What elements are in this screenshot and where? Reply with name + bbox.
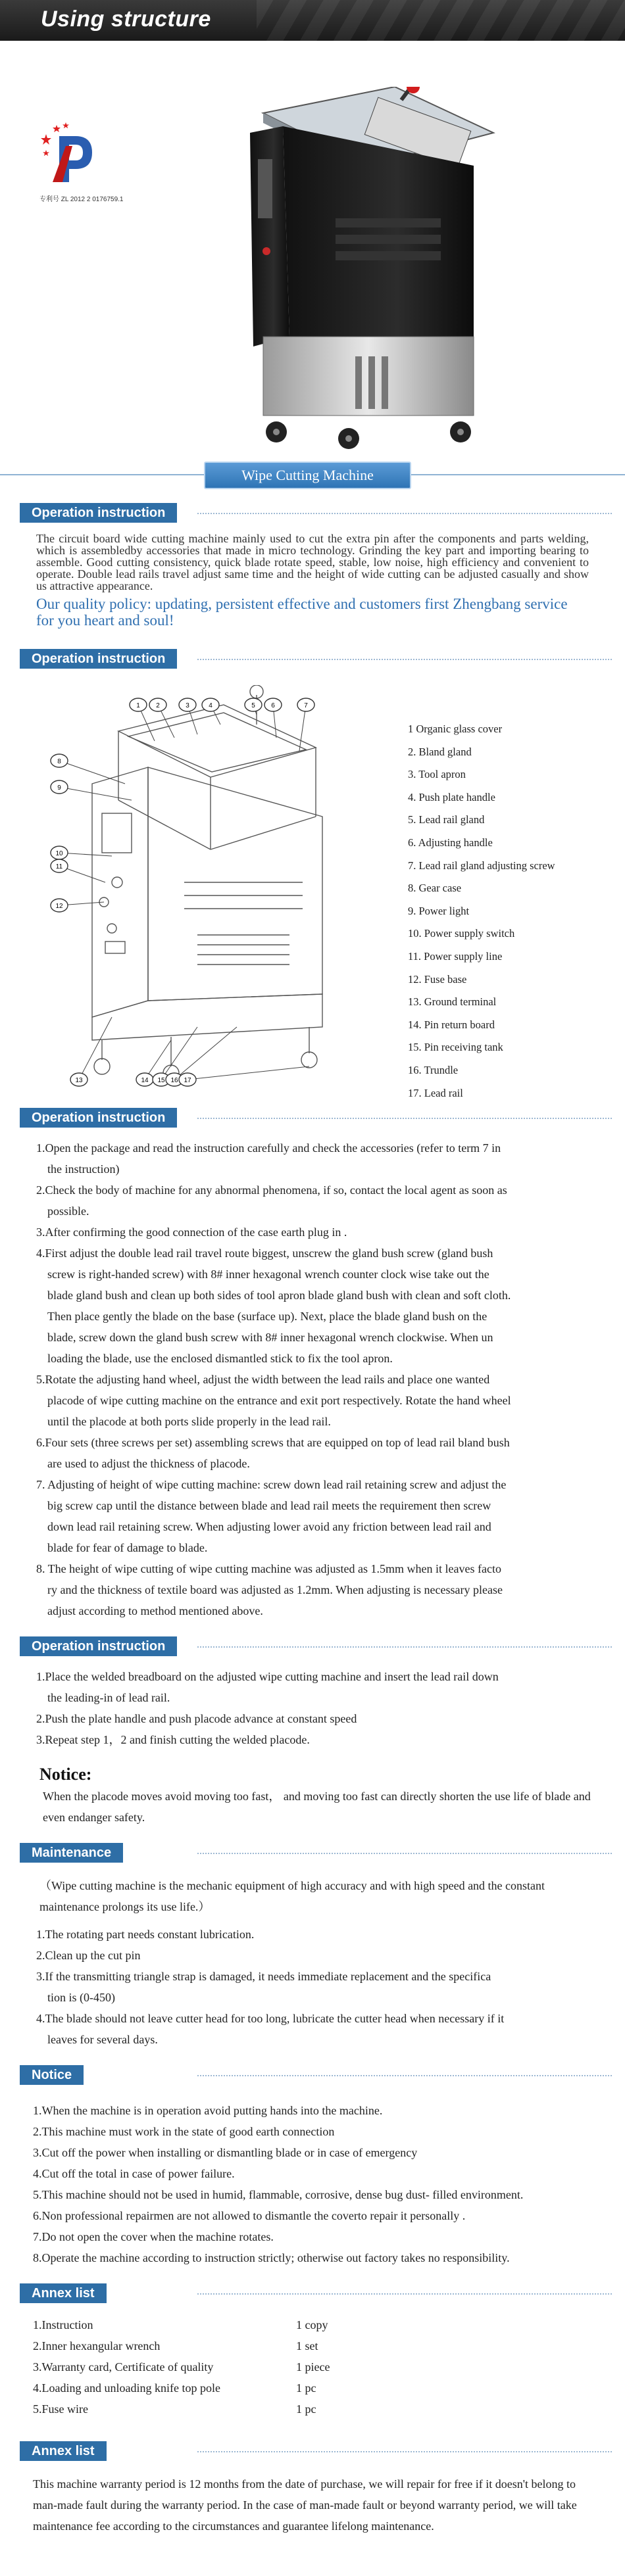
step-item [36, 1222, 592, 1243]
step-text: The height of wipe cutting of wipe cutting machine was adjusted as 1.5mm when it leaves facto [45, 1562, 501, 1575]
section-divider [197, 1118, 612, 1119]
parts-list-item: 11. Power supply line [408, 949, 503, 963]
section-divider [197, 1646, 612, 1648]
step-text: After confirming the good connection of the case earth plug in . [45, 1226, 347, 1239]
step-item [36, 1666, 592, 1708]
step-continuation: screw is right-handed screw) with 8# inner hexagonal wrench counter clock wise take out the [47, 1268, 489, 1281]
step-number: 2. [36, 1183, 45, 1197]
section-tag: Annex list [20, 2441, 107, 2461]
annex-item: 3.Warranty card, Certificate of quality [33, 2360, 214, 2373]
section-tag: Maintenance [20, 1843, 123, 1863]
section-header-operation [0, 1105, 625, 1131]
product-hero [0, 41, 625, 455]
annex-table [0, 2306, 625, 2433]
step-continuation: Then place gently the blade on the base (surface up). Next, place the blade gland bush on the [47, 1310, 488, 1323]
section-tag: Operation instruction [20, 649, 177, 669]
step-continuation: until the placode at both ports slide properly in the lead rail. [47, 1415, 331, 1428]
step-item [36, 1945, 592, 1966]
step-number: 1. [36, 1670, 45, 1683]
step-text: Adjusting of height of wipe cutting machine: screw down lead rail retaining screw and adjust the [45, 1478, 507, 1491]
callout-number: 14 [141, 1077, 149, 1084]
callout-marker [51, 846, 68, 859]
step-number: 3. [36, 1733, 45, 1746]
machine-line-drawing [39, 685, 395, 1093]
callout-marker [136, 1073, 153, 1086]
callout-number: 8 [57, 758, 61, 765]
intro-text: The circuit board wide cutting machine mainly used to cut the extra pin after the components and parts welding, which is assembledby accessories that made in micro technology. Grinding the key part and importing bearing to assemble. Good cutting consistency, quick blade rotate speed, stable, low noise, high efficiency and convenient to operate. Double lead rails travel adjust same time and the height of wide cutting can be adjusted casually and show us attractive appearance. [36, 532, 589, 592]
notice-item: 2.This machine must work in the state of good earth connection [33, 2125, 335, 2138]
step-number: 4. [36, 2012, 45, 2025]
step-item [36, 1558, 592, 1621]
step-text: Four sets (three screws per set) assembling screws that are equipped on top of lead rail bland bush [45, 1436, 510, 1449]
parts-list-item: 1 Organic glass cover [408, 723, 503, 735]
callout-number: 12 [55, 903, 63, 910]
section-header-annex [0, 2280, 625, 2306]
callout-marker [70, 1073, 88, 1086]
usage-steps-list [0, 1659, 625, 1757]
callout-marker [149, 698, 166, 711]
annex-item: 2.Inner hexangular wrench [33, 2339, 161, 2352]
quality-motto: Our quality policy: updating, persistent effective and customers first Zhengbang service for you heart and soul! [36, 596, 568, 629]
header-banner [0, 0, 625, 41]
maintenance-intro: （Wipe cutting machine is the mechanic equipment of high accuracy and with high speed and the constant maintenance prolongs its use life.） [39, 1879, 545, 1913]
step-item [36, 1432, 592, 1474]
notice-item: 7.Do not open the cover when the machine rotates. [33, 2230, 274, 2243]
notice-item: 4.Cut off the total in case of power failure. [33, 2167, 235, 2180]
banner-stripes [257, 0, 625, 41]
step-continuation: leaves for several days. [47, 2033, 158, 2046]
parts-list-item: 12. Fuse base [408, 972, 467, 986]
step-text: Open the package and read the instruction carefully and check the accessories (refer to term 7 in [45, 1141, 501, 1155]
annex-qty: 1 pc [296, 2402, 316, 2416]
annex-qty: 1 copy [296, 2318, 328, 2331]
step-item [36, 1966, 592, 2008]
step-text: Rotate the adjusting hand wheel, adjust the width between the lead rails and place one wanted [45, 1373, 490, 1386]
step-text: The blade should not leave cutter head for too long, lubricate the cutter head when necessary if it [45, 2012, 505, 2025]
step-number: 6. [36, 1436, 45, 1449]
step-number: 2. [36, 1949, 45, 1962]
section-tag: Operation instruction [20, 1108, 177, 1128]
step-continuation: down lead rail retaining screw. When adjusting lower avoid any friction between lead rail and [47, 1520, 491, 1533]
parts-list-item: 9. Power light [408, 904, 470, 917]
section-header-usage [0, 1633, 625, 1659]
section-header-structure [0, 646, 625, 672]
annex-item: 5.Fuse wire [33, 2402, 88, 2416]
parts-list-item: 10. Power supply switch [408, 927, 515, 940]
parts-list-item: 7. Lead rail gland adjusting screw [408, 859, 555, 872]
company-logo [39, 120, 99, 185]
step-text: If the transmitting triangle strap is damaged, it needs immediate replacement and the specifica [45, 1970, 491, 1983]
notice-item: 5.This machine should not be used in humid, flammable, corrosive, dense bug dust- filled environment. [33, 2188, 524, 2201]
parts-list-item: 2. Bland gland [408, 745, 472, 758]
page-title: Using structure [41, 7, 211, 32]
callout-number: 11 [55, 863, 63, 871]
section-divider [197, 1853, 612, 1854]
step-text: Clean up the cut pin [45, 1949, 141, 1962]
operation-steps-list [0, 1131, 625, 1628]
section-divider [197, 513, 612, 514]
step-continuation: ry and the thickness of textile board was adjusted as 1.2mm. When adjusting is necessary please [47, 1583, 503, 1596]
step-continuation: are used to adjust the thickness of placode. [47, 1457, 250, 1470]
step-number: 4. [36, 1247, 45, 1260]
callout-number: 1 [136, 702, 140, 709]
step-number: 3. [36, 1226, 45, 1239]
callout-number: 6 [271, 702, 275, 709]
step-continuation: blade, screw down the gland bush screw with 8# inner hexagonal wrench clockwise. When un [47, 1331, 493, 1344]
callout-marker [245, 698, 262, 711]
caption-bar [0, 455, 625, 494]
parts-list-item: 17. Lead rail [408, 1086, 463, 1099]
structure-diagram [0, 672, 625, 1099]
annex-row [33, 2335, 625, 2356]
notice-list [0, 2088, 625, 2275]
callout-number: 3 [186, 702, 189, 709]
step-number: 2. [36, 1712, 45, 1725]
step-continuation: blade for fear of damage to blade. [47, 1541, 208, 1554]
maintenance-list [0, 1917, 625, 2057]
callout-marker [179, 1073, 196, 1086]
step-continuation: placode of wipe cutting machine on the entrance and exit port respectively. Rotate the hand wheel [47, 1394, 511, 1407]
machine-photo [184, 87, 526, 455]
step-text: The rotating part needs constant lubrication. [45, 1928, 255, 1941]
step-item [36, 1369, 592, 1432]
parts-list-item: 8. Gear case [408, 882, 462, 895]
step-item [36, 1924, 592, 1945]
callout-number: 17 [184, 1077, 191, 1084]
section-divider [197, 2451, 612, 2452]
callout-marker [264, 698, 282, 711]
notice-item: 8.Operate the machine according to instruction strictly; otherwise out factory takes no responsibility. [33, 2251, 510, 2264]
step-text: Check the body of machine for any abnormal phenomena, if so, contact the local agent as soon as [45, 1183, 507, 1197]
annex-row [33, 2377, 625, 2398]
section-header-maintenance [0, 1840, 625, 1866]
callout-marker [297, 698, 314, 711]
section-header-intro [0, 500, 625, 526]
step-continuation: the instruction) [47, 1162, 120, 1176]
parts-list-item: 3. Tool apron [408, 768, 466, 781]
step-item [36, 1137, 592, 1180]
section-divider [197, 2075, 612, 2076]
parts-list-item: 5. Lead rail gland [408, 813, 485, 826]
warranty-text: This machine warranty period is 12 months from the date of purchase, we will repair for free if it doesn't belong to man-made fault during the warranty period. In the case of man-made fault or beyond warranty period, we will take maintenance fee according to the circumstances and guarantee lifelong maintenance. [33, 2477, 577, 2533]
notice-item: 3.Cut off the power when installing or dismantling blade or in case of emergency [33, 2146, 418, 2159]
step-number: 7. [36, 1478, 45, 1491]
section-tag: Annex list [20, 2283, 107, 2303]
callout-number: 5 [251, 702, 255, 709]
parts-list-item: 14. Pin return board [408, 1018, 495, 1031]
usage-notice-heading: Notice: [39, 1765, 92, 1784]
step-item [36, 1708, 592, 1729]
step-continuation: adjust according to method mentioned above. [47, 1604, 263, 1617]
step-continuation: tion is (0-450) [47, 1991, 115, 2004]
step-continuation: possible. [47, 1205, 89, 1218]
step-continuation: loading the blade, use the enclosed dismantled stick to fix the tool apron. [47, 1352, 393, 1365]
step-text: First adjust the double lead rail travel route biggest, unscrew the gland bush screw (gland bush [45, 1247, 493, 1260]
parts-list-item: 15. Pin receiving tank [408, 1041, 503, 1054]
step-item [36, 1243, 592, 1369]
notice-item: 6.Non professional repairmen are not allowed to dismantle the coverto repair it personally . [33, 2209, 466, 2222]
callout-marker [51, 859, 68, 872]
step-item [36, 1180, 592, 1222]
callout-number: 7 [304, 702, 308, 709]
parts-list [408, 718, 555, 1105]
callout-marker [202, 698, 219, 711]
callout-number: 15 [157, 1077, 165, 1084]
annex-qty: 1 set [296, 2339, 318, 2352]
step-number: 8. [36, 1562, 45, 1575]
step-text: Place the welded breadboard on the adjusted wipe cutting machine and insert the lead rail down [45, 1670, 499, 1683]
step-continuation: the leading-in of lead rail. [47, 1691, 170, 1704]
parts-list-item: 13. Ground terminal [408, 995, 497, 1009]
step-text: Repeat step 1，2 and finish cutting the welded placode. [45, 1733, 310, 1746]
section-tag: Operation instruction [20, 503, 177, 523]
callout-number: 13 [75, 1077, 83, 1084]
notice-item: 1.When the machine is in operation avoid putting hands into the machine. [33, 2104, 383, 2117]
callout-number: 10 [55, 850, 63, 857]
annex-qty: 1 pc [296, 2381, 316, 2395]
callout-marker [51, 754, 68, 767]
step-number: 1. [36, 1141, 45, 1155]
annex-item: 1.Instruction [33, 2318, 93, 2331]
callout-marker [130, 698, 147, 711]
section-tag: Operation instruction [20, 1636, 177, 1656]
step-number: 5. [36, 1373, 45, 1386]
product-caption: Wipe Cutting Machine [204, 462, 411, 489]
section-header-notice [0, 2062, 625, 2088]
annex-item: 4.Loading and unloading knife top pole [33, 2381, 220, 2395]
usage-notice-text: When the placode moves avoid moving too fast， and moving too fast can directly shorten the use life of blade and even endanger safety. [43, 1790, 591, 1824]
step-item [36, 2008, 592, 2050]
section-divider [197, 2293, 612, 2295]
annex-row [33, 2314, 625, 2335]
patent-number: 专利号 ZL 2012 2 0176759.1 [39, 196, 124, 203]
step-item [36, 1729, 592, 1750]
step-continuation: blade gland bush and clean up both sides of tool apron blade gland bush with clean and soft cloth. [47, 1289, 511, 1302]
step-number: 3. [36, 1970, 45, 1983]
annex-qty: 1 piece [296, 2360, 330, 2373]
callout-number: 16 [170, 1077, 178, 1084]
parts-list-item: 4. Push plate handle [408, 790, 495, 803]
callout-number: 2 [156, 702, 160, 709]
callout-number: 9 [57, 784, 61, 792]
parts-list-item: 16. Trundle [408, 1063, 459, 1076]
step-text: Push the plate handle and push placode advance at constant speed [45, 1712, 357, 1725]
callout-marker [51, 780, 68, 794]
section-divider [197, 659, 612, 660]
callout-marker [51, 899, 68, 912]
step-number: 1. [36, 1928, 45, 1941]
parts-list-item: 6. Adjusting handle [408, 836, 493, 849]
step-item [36, 1474, 592, 1558]
callout-marker [179, 698, 196, 711]
section-tag: Notice [20, 2065, 84, 2085]
step-continuation: big screw cap until the distance between blade and lead rail meets the requirement then screw [47, 1499, 491, 1512]
annex-row [33, 2356, 625, 2377]
section-header-warranty [0, 2438, 625, 2464]
annex-row [33, 2398, 625, 2420]
callout-number: 4 [209, 702, 213, 709]
